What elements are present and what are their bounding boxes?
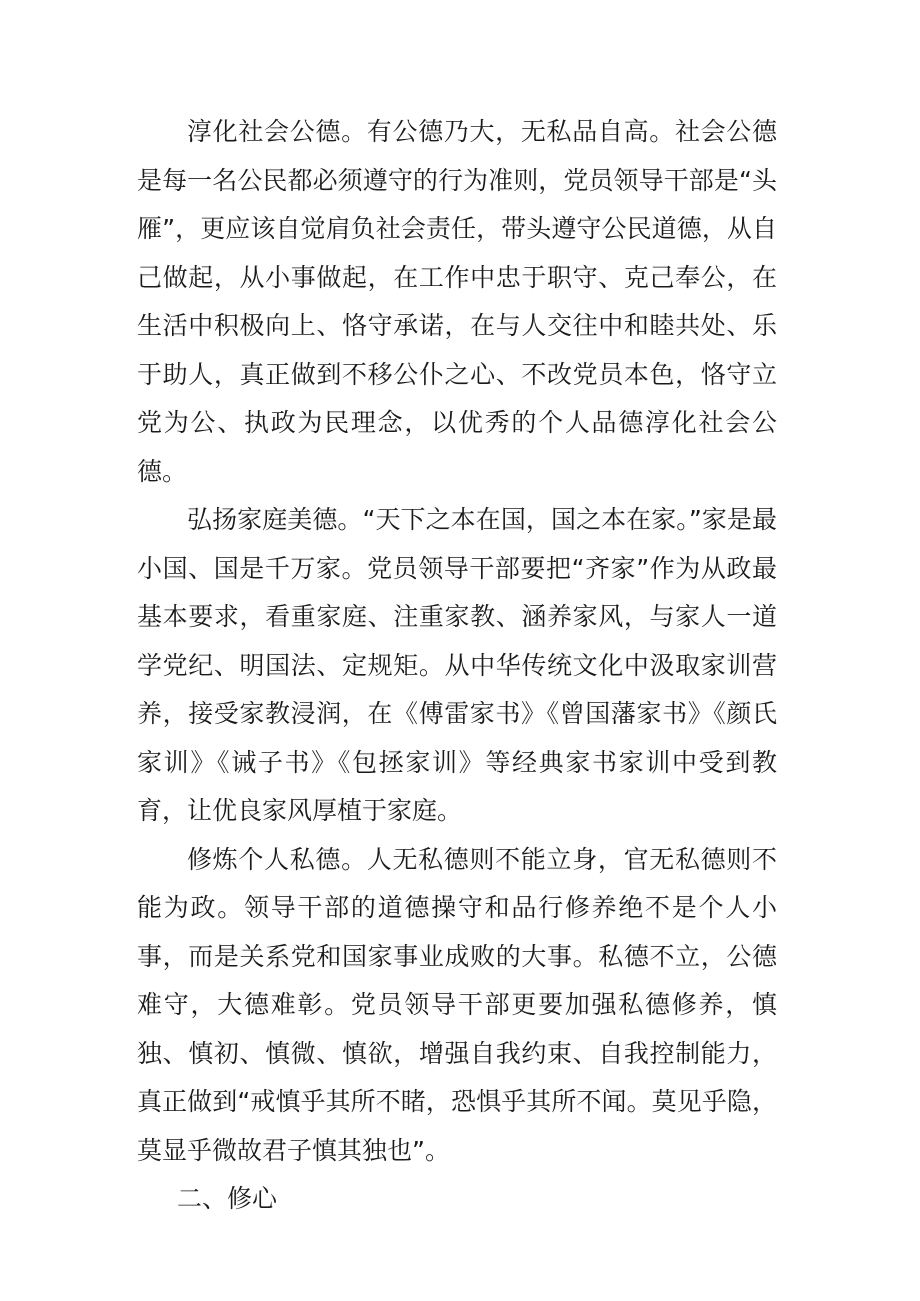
- paragraph-family-virtue: 弘扬家庭美德。“天下之本在国，国之本在家。”家是最小国、国是千万家。党员领导干部要把“齐家”作为从政最基本要求，看重家庭、注重家教、涵养家风，与家人一道学党纪、明国法、定规矩。从中华传统文化中汲取家训营养，接受家教浸润，在《傅雷家书》《曾国藩家书》《颜氏家训》《诫子书》《包拯家训》等经典家书家训中受到教育，让优良家风厚植于家庭。: [137, 505, 777, 825]
- paragraph-personal-ethics: 修炼个人私德。人无私德则不能立身，官无私德则不能为政。领导干部的道德操守和品行修养绝不是个人小事，而是关系党和国家事业成败的大事。私德不立，公德难守，大德难彰。党员领导干部更要加强私德修养，慎独、慎初、慎微、慎欲，增强自我约束、自我控制能力，真正做到“戒慎乎其所不睹，恐惧乎其所不闻。莫见乎隐，莫显乎微故君子慎其独也”。: [137, 844, 777, 1165]
- document-body: [137, 108, 777, 1224]
- section-heading: 二、修心: [177, 1184, 278, 1213]
- paragraph-social-ethics: 淳化社会公德。有公德乃大，无私品自高。社会公德是每一名公民都必须遵守的行为准则，党员领导干部是“头雁”，更应该自觉肩负社会责任，带头遵守公民道德，从自己做起，从小事做起，在工作中忠于职守、克己奉公，在生活中积极向上、恪守承诺，在与人交往中和睦共处、乐于助人，真正做到不移公仆之心、不改党员本色，恪守立党为公、执政为民理念，以优秀的个人品德淳化社会公德。: [137, 117, 777, 486]
